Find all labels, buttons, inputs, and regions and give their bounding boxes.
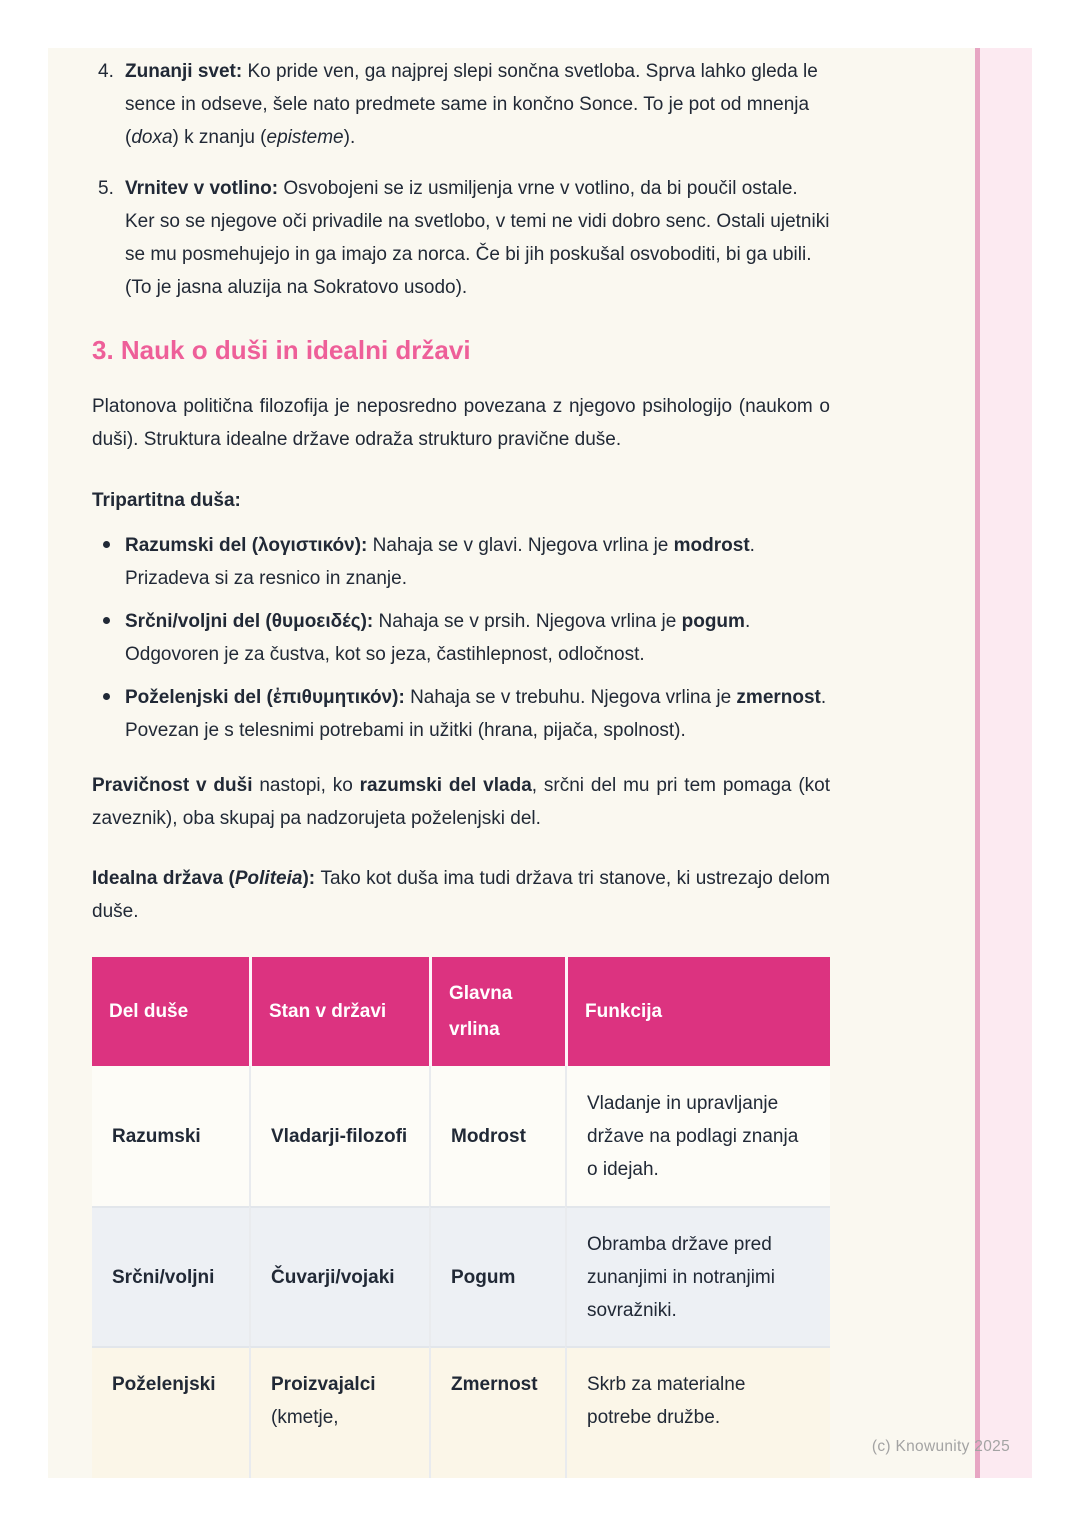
table-cell: Vladarji-filozofi	[249, 1066, 429, 1206]
page-margin-accent	[975, 48, 1032, 1478]
bullet-item-pozelenjski	[92, 681, 830, 747]
justice-paragraph: Pravičnost v duši nastopi, ko razumski del vlada, srčni del mu pri tem pomaga (kot zaveznik), oba skupaj pa nadzorujeta poželenjski del.	[92, 775, 831, 829]
table-header-vrlina: Glavna vrlina	[429, 957, 565, 1066]
section-heading: 3. Nauk o duši in idealni državi	[92, 335, 471, 365]
bullet-text: Srčni/voljni del (θυμοειδές): Nahaja se v prsih. Njegova vrlina je pogum. Odgovoren je za čustva, kot so jeza, častihlepnost, odločnost.	[125, 611, 751, 665]
document-page	[48, 48, 1032, 1478]
table-cell: Poželenjski	[92, 1346, 249, 1478]
numbered-list-item-5	[92, 172, 830, 304]
bullet-item-srcni	[92, 605, 830, 671]
table-cell: Zmernost	[429, 1346, 565, 1478]
table-cell: Razumski	[112, 1125, 201, 1147]
table-header-stan: Stan v državi	[249, 957, 429, 1066]
soul-state-table	[92, 957, 830, 1478]
table-cell: Pogum	[429, 1206, 565, 1346]
ideal-state-paragraph: Idealna država (Politeia): Tako kot duša ima tudi država tri stanove, ki ustrezajo delom duše.	[92, 868, 830, 922]
list-item-text: Zunanji svet: Ko pride ven, ga najprej slepi sončna svetloba. Sprva lahko gleda le sence in odseve, šele nato predmete same in končno Sonce. To je pot od mnenja (doxa) k znanju (episteme).	[125, 61, 818, 148]
bullet-item-razumski	[92, 529, 830, 595]
bullet-text: Poželenjski del (ἐπιθυμητικόν): Nahaja se v trebuhu. Njegova vrlina je zmernost. Povezan je s telesnimi potrebami in užitki (hrana, pijača, spolnost).	[125, 687, 827, 741]
bullet-list	[92, 529, 830, 747]
table-header-row	[92, 957, 830, 1066]
table-cell: Proizvajalci (kmetje,	[249, 1346, 429, 1478]
bullet-icon	[92, 529, 125, 595]
page-content	[92, 48, 830, 1478]
table-cell: Čuvarji/vojaki	[249, 1206, 429, 1346]
table-header-funkcija: Funkcija	[565, 957, 830, 1066]
table-cell: Skrb za materialne potrebe družbe.	[565, 1346, 830, 1478]
list-number: 5.	[98, 178, 114, 199]
bullet-text: Razumski del (λογιστικόν): Nahaja se v glavi. Njegova vrlina je modrost. Prizadeva si za resnico in znanje.	[125, 535, 755, 589]
table-cell: Obramba države pred zunanjimi in notranjimi sovražniki.	[565, 1206, 830, 1346]
table-cell: Vladanje in upravljanje države na podlagi znanja o idejah.	[565, 1066, 830, 1206]
intro-paragraph: Platonova politična filozofija je neposredno povezana z njegovo psihologijo (naukom o duši). Struktura idealne države odraža strukturo pravične duše.	[92, 396, 830, 450]
table-header-del-duse: Del duše	[92, 957, 249, 1066]
table-cell: Srčni/voljni	[92, 1206, 249, 1346]
list-item-text: Vrnitev v votlino: Osvobojeni se iz usmiljenja vrne v votlino, da bi poučil ostale. Ker so se njegove oči privadile na svetlobo, v temi ne vidi dobro senc. Ostali ujetniki se mu posmehujejo in ga imajo za norca. Če bi jih poskušal osvoboditi, bi ga ubili. (To je jasna aluzija na Sokratovo usodo).	[125, 178, 830, 298]
numbered-list-item-4	[92, 55, 830, 154]
bullet-icon	[92, 681, 125, 747]
watermark: (c) Knowunity 2025	[871, 1438, 1010, 1455]
list-number: 4.	[98, 61, 114, 82]
table-cell: Modrost	[429, 1066, 565, 1206]
table-row-srcni	[92, 1206, 830, 1346]
table-row-pozelenjski	[92, 1346, 830, 1478]
table-row-razumski	[92, 1066, 830, 1206]
bullet-icon	[92, 605, 125, 671]
subheading: Tripartitna duša:	[92, 490, 241, 511]
